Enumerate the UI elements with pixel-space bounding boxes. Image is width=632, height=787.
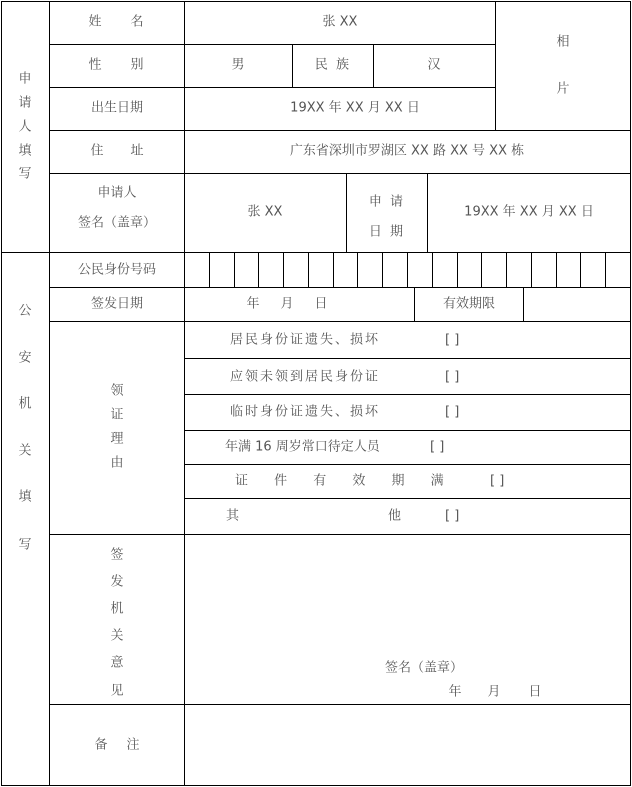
id-box-divider: [209, 252, 210, 287]
ethnicity-split-line: [373, 44, 374, 88]
id-number-label: 公民身份号码: [77, 262, 157, 278]
reason-label-1: 领: [110, 383, 124, 399]
opinion-label-4: 关: [110, 628, 124, 644]
id-box-divider: [258, 252, 259, 287]
validity-label: 有效期限: [442, 296, 496, 312]
ethnicity-label: 民 族: [314, 57, 352, 73]
id-box-divider: [605, 252, 606, 287]
reason-item-4-checkbox[interactable]: [ ]: [430, 439, 445, 455]
id-box-divider: [407, 252, 408, 287]
id-box-divider: [333, 252, 334, 287]
address-label-2: 址: [130, 143, 144, 159]
id-box-divider: [382, 252, 383, 287]
reason-item-6-checkbox[interactable]: [ ]: [445, 508, 460, 524]
reason-item-2-checkbox[interactable]: [ ]: [445, 369, 460, 385]
row-line-4: [50, 173, 631, 174]
issue-date-day[interactable]: 日: [314, 296, 328, 312]
gender-label-1: 性: [88, 57, 102, 73]
issue-date-label: 签发日期: [90, 296, 144, 312]
border-left: [1, 1, 2, 786]
issue-date-month[interactable]: 月: [280, 296, 294, 312]
reason-item-5: 证 件 有 效 期 满: [235, 473, 444, 489]
apply-date-label-2: 日 期: [368, 224, 406, 240]
row-line-8: [50, 534, 631, 535]
opinion-label-6: 见: [110, 683, 124, 699]
opinion-date-day[interactable]: 日: [528, 684, 542, 700]
row-line-7: [50, 321, 631, 322]
opinion-label-2: 发: [110, 574, 124, 590]
validity-split-line: [523, 287, 524, 322]
id-box-divider: [481, 252, 482, 287]
gender-label-2: 别: [130, 57, 144, 73]
reason-item-5-checkbox[interactable]: [ ]: [490, 473, 505, 489]
signature-label-1: 申请人: [97, 185, 137, 201]
gender-value[interactable]: 男: [231, 57, 245, 73]
id-box-divider: [357, 252, 358, 287]
opinion-label-5: 意: [110, 655, 124, 671]
label-column-line: [184, 1, 185, 786]
section-label-applicant-3: 人: [18, 119, 32, 135]
signature-split-line: [346, 173, 347, 253]
row-line-1: [50, 44, 496, 45]
border-top: [1, 1, 631, 2]
name-label-1: 姓: [88, 14, 102, 30]
section-label-police-3: 机: [18, 396, 32, 412]
opinion-sign-label: 签名（盖章）: [384, 660, 464, 676]
reason-label-3: 理: [110, 431, 124, 447]
section-label-police-6: 写: [18, 537, 32, 553]
reason-line-4: [185, 464, 631, 465]
reason-item-3-checkbox[interactable]: [ ]: [445, 404, 460, 420]
birth-date-label: 出生日期: [90, 100, 144, 116]
section-label-applicant-1: 申: [18, 71, 32, 87]
id-box-divider: [556, 252, 557, 287]
photo-label-2: 片: [556, 81, 570, 97]
reason-item-6-right: 他: [388, 508, 402, 524]
id-box-divider: [283, 252, 284, 287]
address-label-1: 住: [90, 143, 104, 159]
id-box-divider: [580, 252, 581, 287]
opinion-label-1: 签: [110, 547, 124, 563]
photo-label-1: 相: [556, 34, 570, 50]
reason-label-2: 证: [110, 407, 124, 423]
apply-date-value[interactable]: 19XX 年 XX 月 XX 日: [464, 204, 594, 220]
row-line-2: [50, 87, 496, 88]
photo-left-line: [495, 1, 496, 131]
reason-line-3: [185, 430, 631, 431]
id-box-divider: [308, 252, 309, 287]
issue-date-year[interactable]: 年: [246, 296, 260, 312]
section-label-applicant-4: 填: [18, 143, 32, 159]
id-box-divider: [506, 252, 507, 287]
reason-item-1: 居民身份证遗失、损坏: [230, 332, 381, 348]
section-label-police-5: 填: [18, 489, 32, 505]
id-box-divider: [234, 252, 235, 287]
name-label-2: 名: [130, 14, 144, 30]
reason-item-2: 应领未领到居民身份证: [230, 369, 381, 385]
section-label-applicant-2: 请: [18, 95, 32, 111]
section-label-police-2: 安: [18, 350, 32, 366]
section-divider: [1, 252, 631, 253]
border-right: [630, 1, 631, 786]
opinion-date-month[interactable]: 月: [487, 684, 501, 700]
row-line-3: [50, 130, 631, 131]
opinion-label-3: 机: [110, 601, 124, 617]
reason-item-4: 年满 16 周岁常口待定人员: [225, 439, 380, 455]
ethnicity-value[interactable]: 汉: [427, 57, 441, 73]
gender-split-line: [292, 44, 293, 88]
row-line-9: [50, 704, 631, 705]
section-label-police-4: 关: [18, 443, 32, 459]
section-label-line: [49, 1, 50, 786]
remarks-field[interactable]: [186, 706, 629, 784]
row-line-6: [50, 287, 631, 288]
apply-date-split-line: [427, 173, 428, 253]
remarks-label-1: 备: [94, 737, 108, 753]
apply-date-label-1: 申 请: [368, 194, 406, 210]
id-box-divider: [457, 252, 458, 287]
reason-item-3: 临时身份证遗失、损坏: [230, 404, 381, 420]
issue-date-split-line: [414, 287, 415, 322]
id-box-divider: [531, 252, 532, 287]
border-bottom: [1, 785, 631, 786]
reason-item-1-checkbox[interactable]: [ ]: [445, 332, 460, 348]
reason-line-2: [185, 394, 631, 395]
section-label-applicant-5: 写: [18, 166, 32, 182]
signature-label-2: 签名（盖章）: [77, 215, 157, 231]
birth-date-value[interactable]: 19XX 年 XX 月 XX 日: [290, 100, 420, 116]
reason-line-1: [185, 358, 631, 359]
opinion-date-year[interactable]: 年: [448, 684, 462, 700]
signature-value[interactable]: 张 XX: [247, 204, 283, 220]
section-label-police-1: 公: [18, 303, 32, 319]
address-value[interactable]: 广东省深圳市罗湖区 XX 路 XX 号 XX 栋: [289, 143, 525, 159]
remarks-label-2: 注: [126, 737, 140, 753]
reason-item-6-left: 其: [226, 508, 240, 524]
reason-line-5: [185, 498, 631, 499]
reason-label-4: 由: [110, 455, 124, 471]
name-value[interactable]: 张 XX: [322, 14, 358, 30]
id-box-divider: [432, 252, 433, 287]
